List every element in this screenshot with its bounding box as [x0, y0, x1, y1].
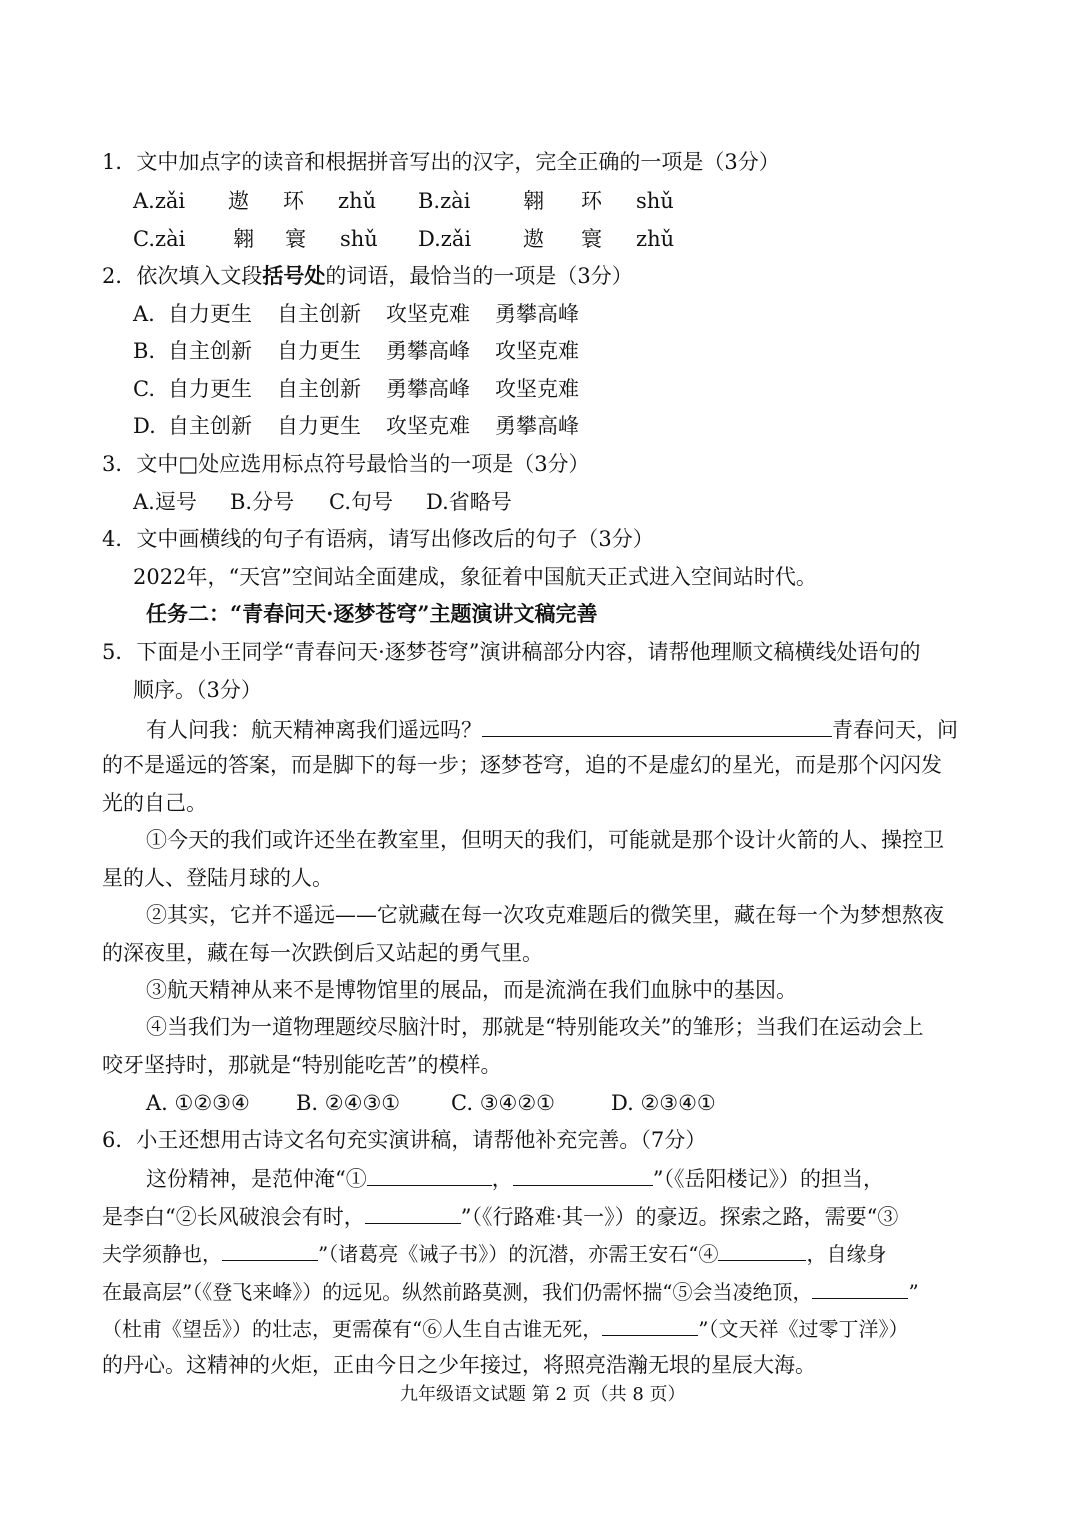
- option-pinyin: shǔ: [340, 227, 378, 251]
- q2-stem: [102, 262, 633, 290]
- option-char: 环: [283, 189, 304, 213]
- option-word: 勇攀高峰: [495, 414, 579, 438]
- q6-text: 这份精神，是范仲淹“①: [146, 1167, 367, 1191]
- q6-blank-2[interactable]: [365, 1201, 461, 1224]
- q5-passage-post: 青春问天，问: [832, 718, 958, 742]
- q5-option-b: [296, 1089, 451, 1117]
- q6-text: ”: [908, 1280, 919, 1304]
- q5-answer-blank[interactable]: [482, 714, 832, 737]
- q5-options: [146, 1089, 741, 1117]
- q1-option-d-pinyin1: [418, 225, 523, 253]
- option-value: zài: [155, 227, 186, 251]
- option-value: ②③④①: [640, 1091, 716, 1115]
- q6-blank-1b[interactable]: [513, 1163, 653, 1186]
- q6-text: ”（文天祥《过零丁洋》）: [698, 1317, 909, 1341]
- q5-passage-line1: [146, 714, 958, 744]
- q4-sentence: 2022年，“天宫”空间站全面建成，象征着中国航天正式进入空间站时代。: [133, 565, 817, 589]
- option-char: 遨: [228, 189, 249, 213]
- option-label: C.: [133, 227, 155, 251]
- option-label: B.: [133, 339, 156, 363]
- option-word: 攻坚克难: [495, 339, 579, 363]
- q6-text: ”（《岳阳楼记》）的担当，: [652, 1167, 884, 1191]
- q6-line2: [102, 1201, 898, 1231]
- q6-text: ，自缘身: [806, 1242, 887, 1266]
- option-label: C.: [451, 1091, 473, 1115]
- q6-text: 在最高层”（《登飞来峰》）的远见。纵然前路莫测，我们仍需怀揣“⑤会当凌绝顶，: [102, 1280, 813, 1304]
- option-word: 自主创新: [168, 339, 252, 363]
- q1-stem: 1．文中加点字的读音和根据拼音写出的汉字，完全正确的一项是（3分）: [102, 150, 780, 174]
- q2-option-d: [133, 412, 585, 440]
- q6-text: 夫学须静也，: [102, 1242, 222, 1266]
- q6-blank-5[interactable]: [812, 1276, 908, 1299]
- option-word: 自力更生: [168, 302, 252, 326]
- q3-option-c: C.句号: [329, 490, 393, 514]
- q1-option-c-pinyin1: [133, 225, 233, 253]
- q1-option-b: [418, 187, 696, 215]
- option-label: A.: [133, 302, 155, 326]
- option-char: 翱: [523, 189, 544, 213]
- option-word: 攻坚克难: [386, 302, 470, 326]
- q2-option-c: [133, 375, 585, 403]
- q1-option-c: [133, 225, 418, 253]
- task2-title: 任务二：“青春问天·逐梦苍穹”主题演讲文稿完善: [146, 601, 598, 626]
- option-label: D.: [133, 414, 156, 438]
- option-char: 翱: [233, 227, 254, 251]
- q3-option-a: A.逗号: [133, 490, 197, 514]
- option-word: 自主创新: [168, 414, 252, 438]
- q5-passage-line3: 光的自己。: [102, 791, 207, 815]
- option-label: D.: [418, 227, 441, 251]
- option-label: A.: [133, 189, 155, 213]
- q5-sentence-1-line2: 星的人、登陆月球的人。: [102, 866, 333, 890]
- option-value: ①②③④: [174, 1091, 250, 1115]
- option-char: 环: [581, 189, 602, 213]
- option-char: 寰: [581, 227, 602, 251]
- q6-line3: [102, 1238, 886, 1268]
- option-word: 勇攀高峰: [386, 377, 470, 401]
- q5-passage-line2: 的不是遥远的答案，而是脚下的每一步；逐梦苍穹，追的不是虚幻的星光，而是那个闪闪发: [102, 753, 942, 777]
- option-word: 攻坚克难: [386, 414, 470, 438]
- option-char: 寰: [285, 227, 306, 251]
- option-value: ②④③①: [324, 1091, 401, 1115]
- page-footer: 九年级语文试题 第 2 页（共 8 页）: [400, 1384, 686, 1405]
- q1-option-d: [418, 225, 696, 253]
- option-label: C.: [133, 377, 155, 401]
- option-value: zǎi: [154, 189, 186, 213]
- q6-text: （杜甫《望岳》）的壮志，更需葆有“⑥人生自古谁无死，: [102, 1317, 603, 1341]
- q6-text: ”（《行路难·其一》）的豪迈。探索之路，需要“③: [460, 1205, 899, 1229]
- q2-option-a: [133, 300, 585, 328]
- option-char: 遨: [523, 227, 544, 251]
- q4-stem: 4．文中画横线的句子有语病，请写出修改后的句子（3分）: [102, 527, 654, 551]
- q2-stem-post: 的词语，最恰当的一项是（3分）: [325, 264, 633, 288]
- q6-blank-4[interactable]: [718, 1238, 806, 1261]
- q6-text: 是李白“②长风破浪会有时，: [102, 1205, 365, 1229]
- option-word: 自力更生: [277, 339, 361, 363]
- q6-blank-6[interactable]: [602, 1313, 698, 1336]
- q5-option-c: [451, 1089, 611, 1117]
- option-word: 勇攀高峰: [495, 302, 579, 326]
- q5-sentence-2-line1: ②其实，它并不遥远——它就藏在每一次攻克难题后的微笑里，藏在每一个为梦想熬夜: [146, 903, 944, 927]
- q3-option-b: B.分号: [230, 490, 295, 514]
- option-word: 自主创新: [277, 377, 361, 401]
- q6-blank-3[interactable]: [222, 1238, 318, 1261]
- q5-sentence-4-line1: ④当我们为一道物理题绞尽脑汁时，那就是“特别能攻关”的雏形；当我们在运动会上: [146, 1015, 924, 1039]
- option-label: B.: [296, 1091, 319, 1115]
- option-word: 攻坚克难: [495, 377, 579, 401]
- option-pinyin: shǔ: [636, 189, 674, 213]
- q5-stem-line2: 顺序。（3分）: [133, 678, 262, 702]
- q3-stem: 3．文中□处应选用标点符号最恰当的一项是（3分）: [102, 452, 590, 476]
- option-pinyin: zhǔ: [338, 189, 377, 213]
- q3-option-d: D.省略号: [426, 490, 512, 514]
- q5-sentence-4-line2: 咬牙坚持时，那就是“特别能吃苦”的模样。: [102, 1053, 502, 1077]
- option-word: 自力更生: [277, 414, 361, 438]
- option-word: 自力更生: [168, 377, 252, 401]
- q2-stem-pre: 2．依次填入文段: [102, 264, 263, 288]
- option-label: B.: [418, 189, 441, 213]
- q6-text: ，: [491, 1167, 513, 1191]
- option-value: ③④②①: [479, 1091, 555, 1115]
- q5-sentence-2-line2: 的深夜里，藏在每一次跌倒后又站起的勇气里。: [102, 941, 543, 965]
- q5-stem-line1: 5．下面是小王同学“青春问天·逐梦苍穹”演讲稿部分内容，请帮他理顺文稿横线处语句的: [102, 640, 921, 664]
- q6-blank-1a[interactable]: [367, 1163, 492, 1186]
- q6-line1: [146, 1163, 884, 1193]
- q5-option-a: [146, 1089, 296, 1117]
- q1-option-a-pinyin1: [133, 187, 228, 215]
- option-word: 自主创新: [277, 302, 361, 326]
- q2-stem-bold: 括号处: [262, 263, 326, 288]
- q2-option-b: [133, 337, 585, 365]
- option-value: zǎi: [440, 227, 472, 251]
- q5-sentence-1-line1: ①今天的我们或许还坐在教室里，但明天的我们，可能就是那个设计火箭的人、操控卫: [146, 828, 944, 852]
- q6-line4: [102, 1276, 919, 1306]
- option-pinyin: zhǔ: [636, 227, 675, 251]
- q1-option-b-pinyin1: [418, 187, 523, 215]
- option-word: 勇攀高峰: [386, 339, 470, 363]
- option-value: zài: [440, 189, 471, 213]
- option-label: A.: [146, 1091, 168, 1115]
- q6-stem: 6．小王还想用古诗文名句充实演讲稿，请帮他补充完善。（7分）: [102, 1128, 707, 1152]
- q6-line6: 的丹心。这精神的火炬，正由今日之少年接过，将照亮浩瀚无垠的星辰大海。: [102, 1353, 816, 1377]
- q1-option-a: [133, 187, 418, 215]
- q6-text: ”（诸葛亮《诫子书》）的沉潜，亦需王安石“④: [318, 1242, 719, 1266]
- q3-options: [133, 488, 526, 516]
- q5-passage-pre: 有人问我：航天精神离我们遥远吗？: [146, 718, 482, 742]
- option-label: D.: [611, 1091, 634, 1115]
- q6-line5: [102, 1313, 908, 1343]
- q5-sentence-3: ③航天精神从来不是博物馆里的展品，而是流淌在我们血脉中的基因。: [146, 978, 797, 1002]
- q5-option-d: [611, 1089, 741, 1117]
